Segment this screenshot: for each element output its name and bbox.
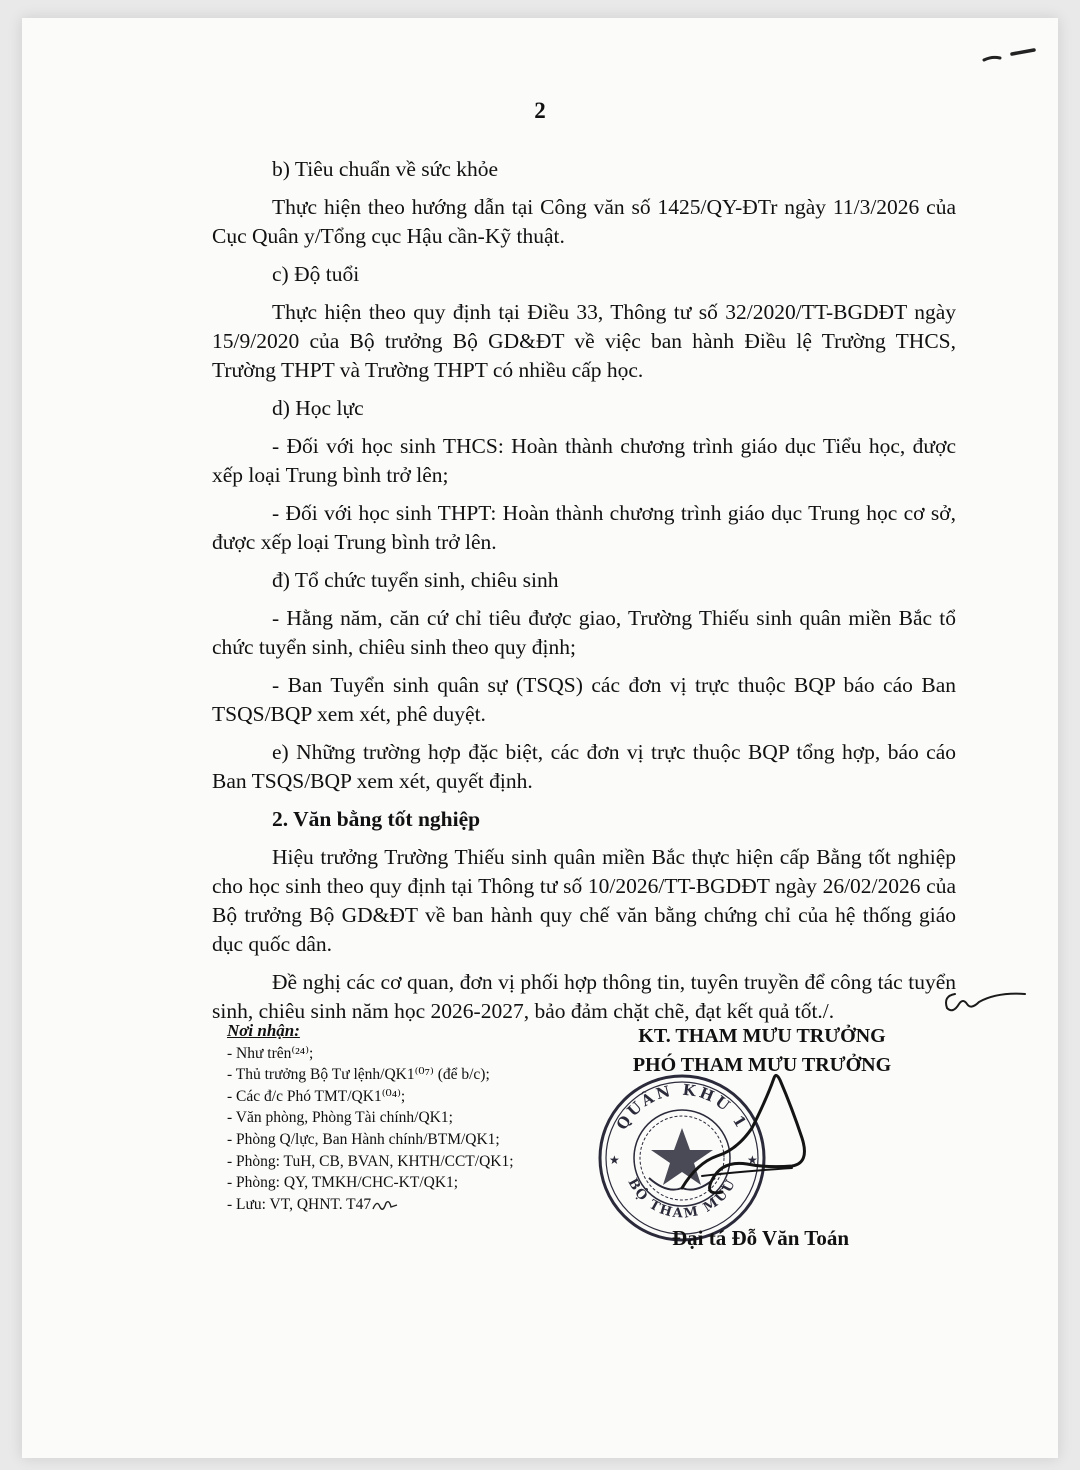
signer-name: Đại tá Đỗ Văn Toán xyxy=(672,1226,850,1250)
recipients-block xyxy=(227,1020,607,1215)
svg-text:★: ★ xyxy=(609,1153,620,1167)
recipients-list xyxy=(227,1043,607,1216)
paragraph-age: Thực hiện theo quy định tại Điều 33, Thông tư số 32/2020/TT-BGDĐT ngày 15/9/2020 của Bộ trưởng Bộ GD&ĐT về việc ban hành Điều lệ Trường THCS, Trường THPT và Trường THPT có nhiều cấp học. xyxy=(212,300,956,382)
corner-scribble-mark xyxy=(982,46,1038,64)
section-heading-diploma: 2. Văn bằng tốt nghiệp xyxy=(272,807,481,831)
document-page xyxy=(22,18,1058,1458)
recipient-item: - Văn phòng, Phòng Tài chính/QK1; xyxy=(227,1109,453,1127)
recipient-item xyxy=(227,1194,607,1216)
paragraph-academic-thpt: - Đối với học sinh THPT: Hoàn thành chương trình giáo dục Trung học cơ sở, được xếp loại Trung bình trở lên. xyxy=(212,501,956,554)
recipient-item: - Các đ/c Phó TMT/QK1⁽⁰⁴⁾; xyxy=(227,1087,406,1105)
svg-text:★: ★ xyxy=(747,1153,758,1167)
signature-title-line2: PHÓ THAM MƯU TRƯỞNG xyxy=(632,1054,892,1076)
paragraph-closing: Đề nghị các cơ quan, đơn vị phối hợp thông tin, tuyên truyền để công tác tuyển sinh, chiêu sinh năm học 2026-2027, bảo đảm chặt chẽ, đạt kết quả tốt./. xyxy=(212,970,956,1023)
seal-bottom-text: BỘ THAM MƯU xyxy=(624,1176,740,1222)
section-heading-admissions: đ) Tổ chức tuyển sinh, chiêu sinh xyxy=(272,568,559,592)
section-heading-health: b) Tiêu chuẩn về sức khỏe xyxy=(272,157,499,181)
recipient-item: - Phòng: QY, TMKH/CHC-KT/QK1; xyxy=(227,1174,459,1192)
section-heading-age: c) Độ tuổi xyxy=(272,262,360,286)
recipients-title: Nơi nhận: xyxy=(227,1021,300,1040)
paragraph-special-cases: e) Những trường hợp đặc biệt, các đơn vị trực thuộc BQP tổng hợp, báo cáo Ban TSQS/BQP xem xét, quyết định. xyxy=(212,740,956,793)
paragraph-academic-thcs: - Đối với học sinh THCS: Hoàn thành chương trình giáo dục Tiểu học, được xếp loại Trung bình trở lên; xyxy=(212,434,956,487)
recipient-item: - Phòng Q/lực, Ban Hành chính/BTM/QK1; xyxy=(227,1130,500,1148)
paragraph-admissions-board: - Ban Tuyển sinh quân sự (TSQS) các đơn vị trực thuộc BQP báo cáo Ban TSQS/BQP xem xét, phê duyệt. xyxy=(212,673,956,726)
paragraph-admissions-annual: - Hằng năm, căn cứ chỉ tiêu được giao, Trường Thiếu sinh quân miền Bắc tổ chức tuyển sinh, chiêu sinh theo quy định; xyxy=(212,606,956,659)
handwritten-signature xyxy=(642,1068,832,1208)
paragraph-health: Thực hiện theo hướng dẫn tại Công văn số 1425/QY-ĐTr ngày 11/3/2026 của Cục Quân y/Tổng cục Hậu cần-Kỹ thuật. xyxy=(212,195,956,248)
recipient-item: - Phòng: TuH, CB, BVAN, KHTH/CCT/QK1; xyxy=(227,1152,514,1170)
seal-top-text: QUÂN KHU 1 xyxy=(612,1080,752,1134)
paragraph-diploma: Hiệu trưởng Trường Thiếu sinh quân miền Bắc thực hiện cấp Bằng tốt nghiệp cho học sinh theo quy định tại Thông tư số 10/2026/TT-BGDĐT ngày 26/02/2026 của Bộ trưởng Bộ GD&ĐT về ban hành quy chế văn bằng chứng chỉ của hệ thống giáo dục quốc dân. xyxy=(212,845,956,956)
document-body xyxy=(212,155,956,1035)
closing-flourish-mark xyxy=(937,980,1027,1016)
recipient-item: - Như trên⁽²⁴⁾; xyxy=(227,1044,314,1062)
signature-title-line1: KT. THAM MƯU TRƯỞNG xyxy=(638,1025,886,1047)
page-number: 2 xyxy=(534,98,546,123)
initials-mark xyxy=(371,1197,399,1213)
recipient-item: - Thủ trưởng Bộ Tư lệnh/QK1⁽⁰⁷⁾ (để b/c); xyxy=(227,1066,490,1084)
recipient-archive-label: - Lưu: VT, QHNT. T47 xyxy=(227,1195,372,1213)
section-heading-academic: d) Học lực xyxy=(272,396,364,420)
